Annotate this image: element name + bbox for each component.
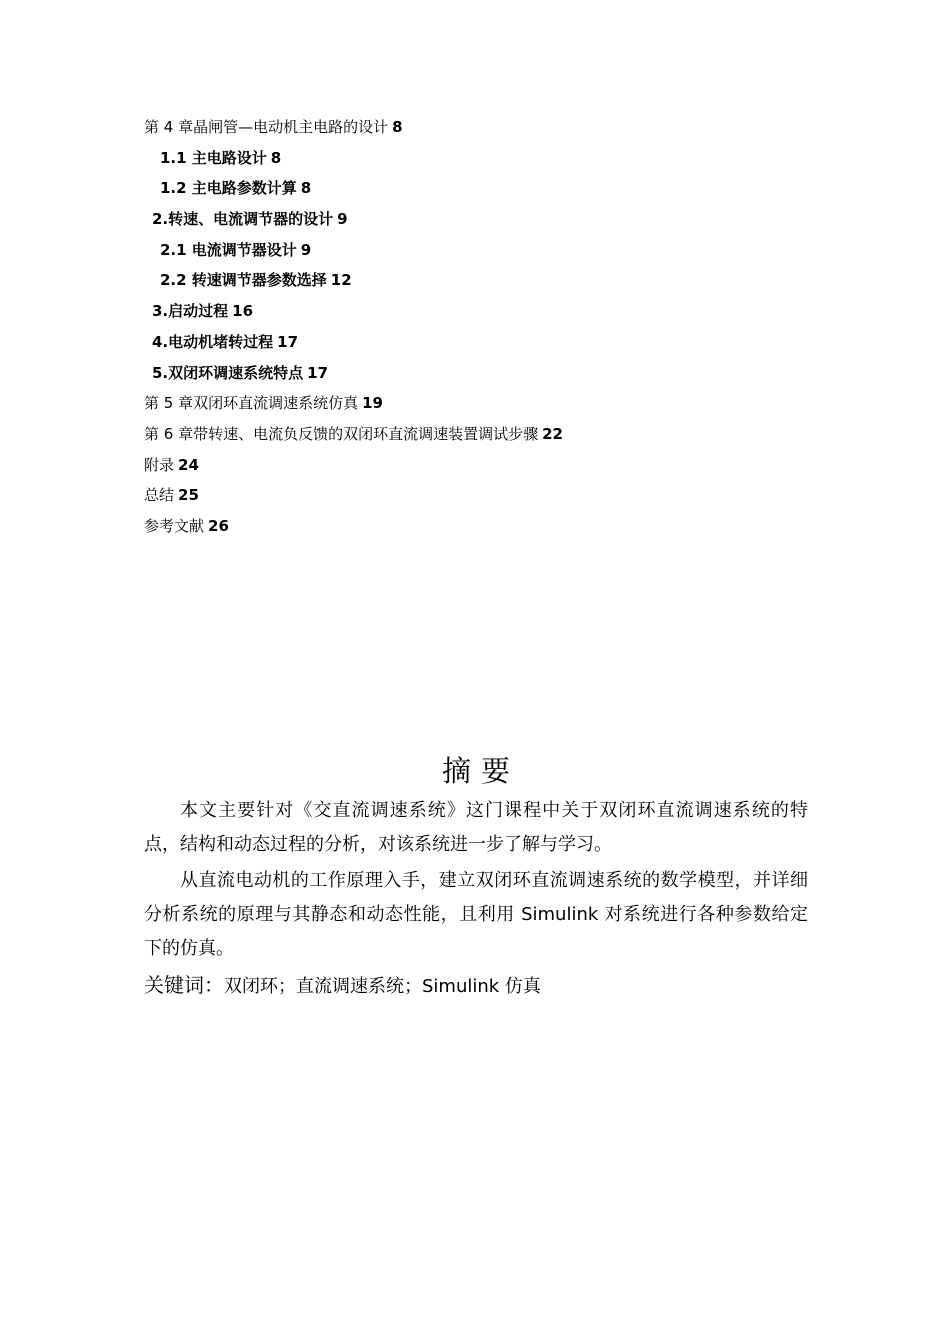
toc-entry-title: 3.启动过程 xyxy=(152,302,229,321)
toc-entry-page: 8 xyxy=(392,118,403,136)
abstract-paragraph: 从直流电动机的工作原理入手，建立双闭环直流调速系统的数学模型，并详细分析系统的原理与其静态和动态性能，且利用 Simulink 对系统进行各种参数给定下的仿真。 xyxy=(144,870,808,959)
toc-entry-title: 第 6 章带转速、电流负反馈的双闭环直流调速装置调试步骤 xyxy=(144,424,539,443)
toc-entry[interactable] xyxy=(144,480,824,511)
toc-entry-page: 9 xyxy=(300,240,312,259)
toc-entry-title: 参考文献 xyxy=(144,516,205,535)
abstract-paragraph: 本文主要针对《交直流调速系统》这门课程中关于双闭环直流调速系统的特点，结构和动态过程的分析，对该系统进一步了解与学习。 xyxy=(144,800,808,855)
toc-entry[interactable] xyxy=(144,204,824,235)
toc-entry[interactable] xyxy=(144,265,824,296)
toc-entry-title: 2.转速、电流调节器的设计 xyxy=(152,210,334,229)
toc-entry-page: 22 xyxy=(542,424,563,443)
toc-entry[interactable] xyxy=(144,235,824,266)
toc-entry[interactable] xyxy=(144,450,824,481)
toc-entry-title: 附录 xyxy=(144,455,175,474)
toc-entry-page: 12 xyxy=(330,271,352,290)
toc-entry[interactable] xyxy=(144,327,824,358)
toc-entry-page: 16 xyxy=(232,302,254,321)
keywords-line xyxy=(144,968,808,1004)
keywords-label: 关键词： xyxy=(144,973,224,997)
toc-entry[interactable] xyxy=(144,419,824,450)
toc-entry-title: 2.1 电流调节器设计 xyxy=(160,240,297,259)
toc-entry-title: 4.电动机堵转过程 xyxy=(152,332,274,351)
toc-entry-page: 25 xyxy=(178,486,199,505)
toc-entry-page: 17 xyxy=(277,332,299,351)
toc-entry[interactable] xyxy=(144,112,824,143)
toc-entry[interactable] xyxy=(144,173,824,204)
toc-entry-page: 19 xyxy=(362,394,383,413)
toc-entry[interactable] xyxy=(144,511,824,542)
toc-entry-title: 1.1 主电路设计 xyxy=(160,148,267,167)
toc-entry-page: 8 xyxy=(300,179,312,198)
abstract-section xyxy=(144,748,808,1004)
toc-entry-title: 第 4 章晶闸管—电动机主电路的设计 xyxy=(144,118,389,136)
abstract-title: 摘要 xyxy=(441,754,520,788)
toc-entry[interactable] xyxy=(144,143,824,174)
toc-entry[interactable] xyxy=(144,296,824,327)
toc-entry-title: 1.2 主电路参数计算 xyxy=(160,179,297,198)
toc-entry-title: 第 5 章双闭环直流调速系统仿真 xyxy=(144,394,359,413)
toc-entry-title: 5.双闭环调速系统特点 xyxy=(152,363,304,382)
toc-entry[interactable] xyxy=(144,358,824,389)
toc-entry-page: 17 xyxy=(307,363,329,382)
table-of-contents xyxy=(144,112,824,542)
toc-entry[interactable] xyxy=(144,388,824,419)
toc-entry-page: 9 xyxy=(337,210,348,229)
toc-entry-title: 总结 xyxy=(144,486,175,505)
toc-entry-title: 2.2 转速调节器参数选择 xyxy=(160,271,327,290)
toc-entry-page: 8 xyxy=(270,148,282,167)
toc-entry-page: 24 xyxy=(178,455,199,474)
keywords-value: 双闭环；直流调速系统；Simulink 仿真 xyxy=(224,976,541,997)
toc-entry-page: 26 xyxy=(208,516,229,535)
